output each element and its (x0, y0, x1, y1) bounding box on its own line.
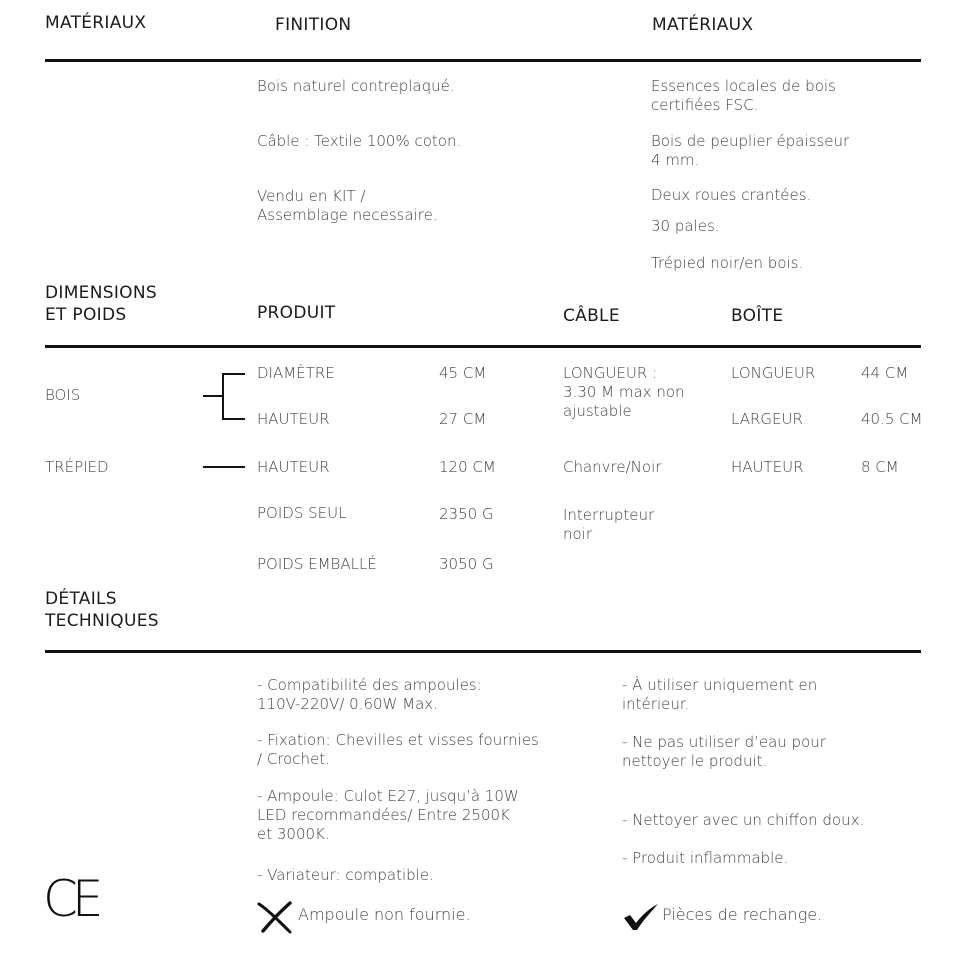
details-right-item: - À utiliser uniquement en intérieur. (622, 676, 818, 713)
produit-value: 120 CM (439, 458, 496, 476)
details-left-item: - Variateur: compatible. (257, 866, 434, 884)
column-title-materiaux: MATÉRIAUX (652, 15, 754, 35)
check-icon (622, 903, 660, 931)
details-left-item: - Ampoule: Culot E27, jusqu’à 10W LED recommandées/ Entre 2500K et 3000K. (257, 787, 519, 843)
produit-label: HAUTEUR (257, 458, 330, 476)
produit-label: HAUTEUR (257, 410, 330, 428)
boite-value: 8 CM (861, 458, 899, 476)
materiaux-item: Trépied noir/en bois. (651, 254, 804, 272)
section-label-materiaux: MATÉRIAUX (45, 13, 147, 33)
materiaux-item: Essences locales de bois certifiées FSC. (651, 77, 836, 114)
boite-value: 40.5 CM (861, 410, 923, 428)
row-label-trepied: TRÉPIED (45, 458, 109, 476)
column-title-boite: BOÎTE (731, 306, 784, 326)
boite-label: HAUTEUR (731, 458, 804, 476)
section-label-dimensions: DIMENSIONS ET POIDS (45, 283, 157, 325)
boite-label: LARGEUR (731, 410, 803, 428)
details-right-item: - Nettoyer avec un chiffon doux. (622, 811, 865, 829)
row-label-bois: BOIS (45, 386, 81, 404)
materiaux-item: Deux roues crantées. (651, 186, 812, 204)
materiaux-item: 30 pales. (651, 217, 720, 235)
finition-item: Câble : Textile 100% coton. (257, 132, 462, 150)
column-title-produit: PRODUIT (257, 303, 336, 323)
boite-label: LONGUEUR (731, 364, 816, 382)
produit-label: POIDS EMBALLÉ (257, 555, 377, 573)
details-right-item: - Ne pas utiliser d’eau pour nettoyer le produit. (622, 733, 826, 770)
pieces-note: Pièces de rechange. (662, 905, 823, 924)
details-left-item: - Fixation: Chevilles et visses fournies / Crochet. (257, 731, 539, 768)
finition-item: Vendu en KIT / Assemblage necessaire. (257, 187, 438, 224)
column-title-cable: CÂBLE (563, 306, 620, 326)
cable-item: LONGUEUR : 3.30 M max non ajustable (563, 364, 685, 420)
boite-value: 44 CM (861, 364, 909, 382)
cross-icon (256, 900, 294, 934)
ampoule-note: Ampoule non fournie. (298, 905, 471, 924)
section-rule-dimensions (45, 345, 921, 348)
column-title-finition: FINITION (275, 15, 352, 35)
produit-value: 3050 G (439, 555, 494, 573)
produit-value: 27 CM (439, 410, 487, 428)
produit-label: DIAMÈTRE (257, 364, 335, 382)
section-rule-materiaux (45, 59, 921, 62)
produit-value: 2350 G (439, 505, 494, 523)
produit-value: 45 CM (439, 364, 487, 382)
connector-trepied (203, 466, 245, 468)
section-label-details: DÉTAILS TECHNIQUES (45, 589, 159, 631)
produit-label: POIDS SEUL (257, 504, 347, 522)
ce-mark-icon: CE (43, 870, 98, 928)
details-left-item: - Compatibilité des ampoules: 110V-220V/ 0.60W Max. (257, 676, 482, 713)
finition-item: Bois naturel contreplaqué. (257, 77, 455, 95)
cable-item: Chanvre/Noir (563, 458, 662, 476)
materiaux-item: Bois de peuplier épaisseur 4 mm. (651, 132, 850, 169)
section-rule-details (45, 650, 921, 653)
details-right-item: - Produit inflammable. (622, 849, 789, 867)
cable-item: Interrupteur noir (563, 506, 655, 543)
